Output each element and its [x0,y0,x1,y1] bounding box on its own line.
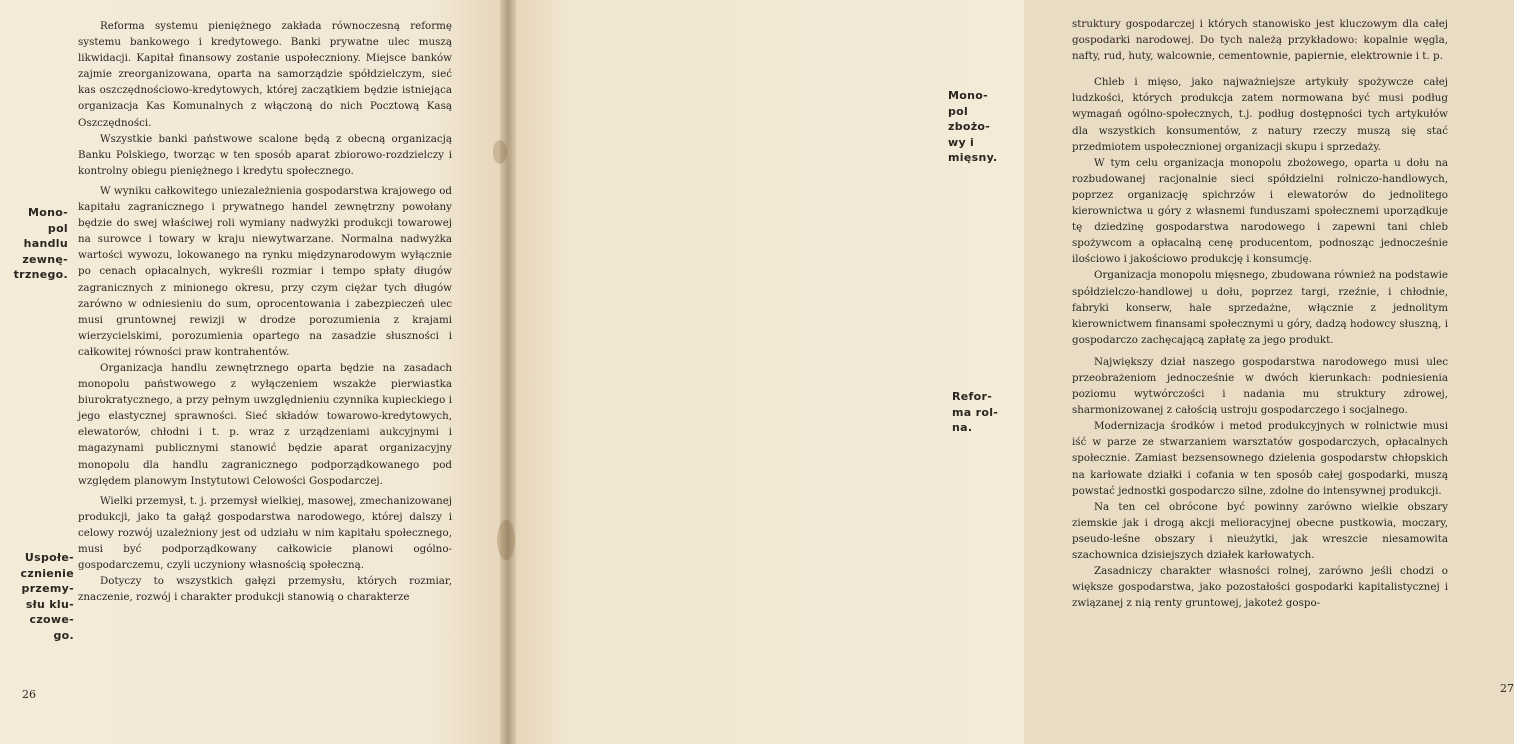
page-number-left: 26 [22,688,36,701]
margin-note-line: mięsny. [948,151,998,164]
margin-note-line: przemy- [21,582,74,595]
margin-note-line: trznego. [13,268,68,281]
margin-note-industry-socialization [10,550,74,643]
margin-note-line: handlu [23,237,68,250]
margin-note-line: Uspołe- [24,551,74,564]
margin-note-line: zewnę- [22,252,68,266]
margin-note-foreign-trade-monopoly [10,205,68,283]
margin-note-agrarian-reform [952,389,1008,436]
paragraph: Dotyczy to wszystkich gałęzi przemysłu, których rozmiar, znaczenie, rozwój i charakter produkcji stanowią o charakterze [78,575,452,604]
margin-note-line: cznienie [20,566,74,580]
left-page-text [78,18,452,605]
margin-note-line: ma rol- [952,405,999,419]
margin-note-line: słu klu- [25,597,74,611]
paragraph: W wyniku całkowitego uniezależnienia gospodarstwa krajowego od kapitału zagranicznego i prywatnego handel zewnętrzny powołany będzie do swej właściwej roli wymiany nadwyżki produkcji towarowej na surowce i towary w kraju niewytwarzane. Normalna nadwyżka wartości wywozu, lokowanego na rynku międzynarodowym wyłącznie po cenach opłacalnych, wykreśli rozmiar i tempo spłaty długów zagranicznych z minionego okresu, przy czym ciężar tych długów zarówno w odniesieniu do sum, oprocentowania i zabezpieczeń ulec musi gruntownej rewizji w drodze porozumienia z krajami wierzycielskimi, porozumienia opartego na zasadzie słuszności i całkowitej równości praw kontrahentów. [78,184,452,358]
margin-note-line: pol [948,104,969,118]
paragraph: Zasadniczy charakter własności rolnej, zarówno jeśli chodzi o większe gospodarstwa, jako pozostałości gospodarki kapitalistycznej i związanej z nią renty gruntowej, jakoteż gospo- [1072,565,1448,610]
paragraph: Na ten cel obrócone być powinny zarówno wielkie obszary ziemskie jak i drogą akcji melioracyjnej obecne pustkowia, moczary, pseudo-leśne obszary i nieużytki, jak wreszcie niesamowita szachownica dzisiejszych działek karłowatych. [1072,500,1448,561]
margin-note-line: czowe- [29,613,74,626]
paragraph: W tym celu organizacja monopolu zbożowego, oparta u dołu na rozbudowanej racjonalnie sieci spółdzielni rolniczo-handlowych, poprzez organizację spichrzów i elewatorów do jednolitego kierownictwa u góry z własnemi funduszami społecznemi uporządkuje tę dziedzinę gospodarstwa narodowego i zapewni tani chleb spożywcom a opłacalną cenę producentom, podnosząc jednocześnie ilościowo i jakościowo produkcję i konsumcję. [1072,156,1448,266]
paragraph: Wszystkie banki państwowe scalone będą z obecną organizacją Banku Polskiego, tworząc w ten sposób aparat zbiorowo-rozdzielczy i kontrolny obiegu pieniężnego i kredytu społecznego. [78,132,452,177]
paragraph: Modernizacja środków i metod produkcyjnych w rolnictwie musi iść w parze ze stwarzaniem warsztatów gospodarczych, opłacalnych społecznie. Zamiast bezsensownego dzielenia gospodarstw chłopskich na karłowate działki i cofania w ten sposób całej gospodarki, muszą powstać jednostki gospodarczo silne, zdolne do intensywnej produkcji. [1072,420,1448,497]
paragraph: Chleb i mięso, jako najważniejsze artykuły spożywcze całej ludzkości, których produkcja zatem normowana być musi podług wymagań ogólno-społecznych, t.j. podług dostępności tych artykułów dla wszystkich konsumentów, z natury rzeczy muszą się stać przedmiotem uspołecznionej organizacji skupu i sprzedaży. [1072,76,1448,153]
right-page-text [1072,16,1448,611]
margin-note-line: wy i [948,135,975,149]
paragraph: Organizacja monopolu mięsnego, zbudowana również na podstawie spółdzielczo-handlowej u dołu, poprzez targi, rzeźnie, i chłodnie, fabryki konserw, hale sprzedażne, włącznie z jednolitym kierownictwem finansami społecznymi u góry, dadzą hodowcy słuszną, i gospodarczo zachęcającą zapłatę za jego produkt. [1072,269,1448,346]
margin-note-line: na. [952,421,973,434]
paragraph: Reforma systemu pieniężnego zakłada równoczesną reformę systemu bankowego i kredytowego. Banki prywatne ulec muszą likwidacji. Kapitał finansowy zostanie uspołeczniony. Miejsce banków zajmie zreorganizowana, oparta na samorządzie spółdzielczym, sieć kas oszczędnościowo-kredytowych, której zaczątkiem będzie istniejąca organizacja Kas Komunalnych z włączoną do nich Pocztową Kasą Oszczędności. [78,20,452,129]
book-gutter [500,0,516,744]
margin-note-grain-meat-monopoly [948,88,1004,166]
paper-stain [497,520,515,560]
margin-note-line: Mono- [28,206,68,219]
paragraph: struktury gospodarczej i których stanowisko jest kluczowym dla całej gospodarki narodowej. Do tych należą przykładowo: kopalnie węgla, nafty, rud, huty, walcownie, cementownie, papiernie, elektrownie i t. p. [1072,18,1448,63]
paper-stain [493,140,507,164]
paragraph: Wielki przemysł, t. j. przemysł wielkiej, masowej, zmechanizowanej produkcji, jako ta gałąź gospodarstwa narodowego, której dalszy i celowy rozwój uzależniony jest od udziału w nim kapitału społecznego, musi być podporządkowany całkowicie planowi ogólno-gospodarczemu, czyli uczyniony własnością społeczną. [78,494,452,572]
left-page [0,0,506,744]
page-number-right: 27 [1500,682,1514,695]
right-page [506,0,1514,744]
paragraph: Największy dział naszego gospodarstwa narodowego musi ulec przeobrażeniom jednocześnie w dwóch kierunkach: podniesienia poziomu wytwórczości i nadania mu struktury zdrowej, sharmonizowanej z całością ustroju gospodarczego i socjalnego. [1072,355,1448,417]
paragraph: Organizacja handlu zewnętrznego oparta będzie na zasadach monopolu państwowego z wyłączeniem wszakże pierwiastka biurokratycznego, a przy pełnym uwzględnieniu czynnika kupieckiego i jego elastycznej sprawności. Sieć składów towarowo-kredytowych, elewatorów, chłodni i t. p. wraz z urządzeniami aukcyjnymi i magazynami publicznymi stanowić będzie aparat organizacyjny monopolu dla handlu zagranicznego podporządkowanego pod względem planowym Instytutowi Celowości Gospodarczej. [78,361,452,487]
margin-note-line: Mono- [948,89,988,102]
margin-note-line: go. [53,628,74,642]
margin-note-line: pol [47,221,68,235]
margin-note-line: Refor- [952,390,993,403]
margin-note-line: zbożo- [948,120,991,133]
